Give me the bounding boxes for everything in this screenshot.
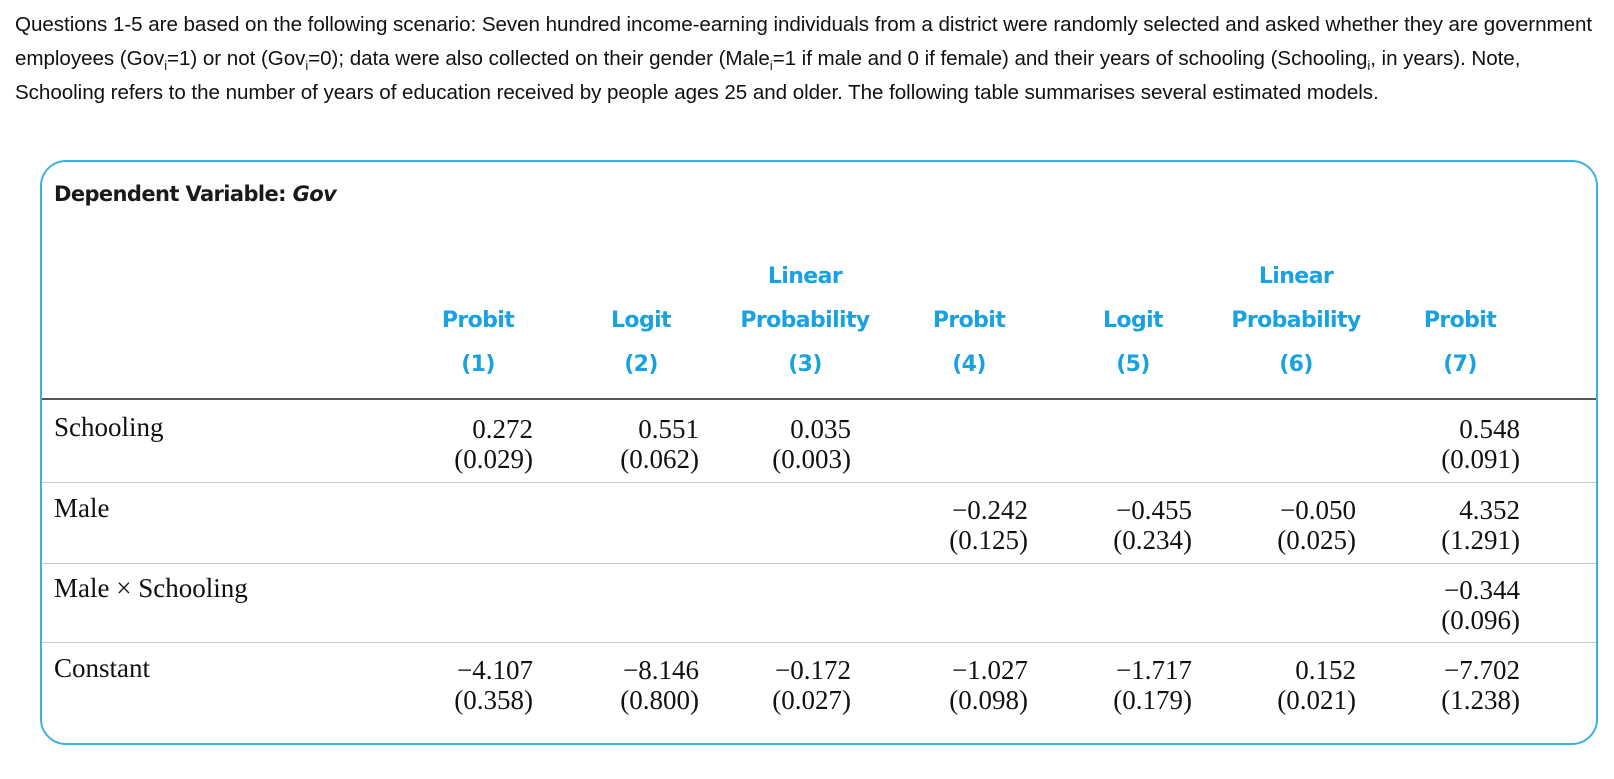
standard-error: (0.027) xyxy=(772,685,851,715)
cell-male-4 xyxy=(898,495,1028,555)
column-header-2 xyxy=(551,255,731,387)
column-6-line1: Linear xyxy=(1258,264,1334,289)
column-6-number: (6) xyxy=(1279,352,1313,377)
subscript-i: i xyxy=(769,58,773,74)
column-1-number: (1) xyxy=(461,352,495,377)
row-label-male: Male xyxy=(54,493,110,523)
column-2-number: (2) xyxy=(624,352,658,377)
column-header-6 xyxy=(1206,255,1386,387)
subscript-i: i xyxy=(1367,58,1371,74)
coefficient: −7.702 xyxy=(1444,655,1520,685)
row-label-schooling: Schooling xyxy=(54,412,164,442)
column-2-line1 xyxy=(551,255,731,299)
dependent-variable-label: Dependent Variable: xyxy=(54,182,293,206)
coefficient: 0.548 xyxy=(1459,414,1520,444)
standard-error: (0.179) xyxy=(1113,685,1192,715)
standard-error: (1.291) xyxy=(1441,525,1520,555)
standard-error: (0.098) xyxy=(949,685,1028,715)
subscript-i: i xyxy=(305,58,309,74)
cell-constant-2 xyxy=(569,655,699,715)
coefficient: 4.352 xyxy=(1459,495,1520,525)
standard-error: (0.358) xyxy=(454,685,533,715)
cell-constant-5 xyxy=(1062,655,1192,715)
coefficient: −1.717 xyxy=(1116,655,1192,685)
cell-constant-3 xyxy=(721,655,851,715)
column-7-method: Probit xyxy=(1423,308,1497,333)
coefficient: −0.172 xyxy=(775,655,851,685)
dependent-variable-name: Gov xyxy=(292,182,337,206)
column-2-method: Logit xyxy=(611,308,671,333)
standard-error: (0.091) xyxy=(1441,444,1520,474)
column-header-1 xyxy=(388,255,568,387)
column-4-line1 xyxy=(879,255,1059,299)
column-5-line1 xyxy=(1043,255,1223,299)
coefficient: −0.455 xyxy=(1116,495,1192,525)
standard-error: (0.234) xyxy=(1113,525,1192,555)
intro-part-1: Questions 1-5 are based on the following scenario: Seven hundred income-earning individuals from a district were randomly selected and asked whether they are government employees (Gov xyxy=(15,13,1593,70)
coefficient: 0.272 xyxy=(472,414,533,444)
standard-error: (0.021) xyxy=(1277,685,1356,715)
coefficient: −4.107 xyxy=(457,655,533,685)
column-4-method: Probit xyxy=(932,308,1006,333)
coefficient: −0.344 xyxy=(1444,575,1520,605)
column-header-4 xyxy=(879,255,1059,387)
cell-schooling-7 xyxy=(1390,414,1520,474)
subscript-i: i xyxy=(164,58,168,74)
coefficient: −8.146 xyxy=(623,655,699,685)
row-label-male-x-schooling: Male × Schooling xyxy=(54,573,248,603)
column-6-method: Probability xyxy=(1231,308,1361,333)
column-header-3 xyxy=(715,255,895,387)
standard-error: (0.125) xyxy=(949,525,1028,555)
cell-constant-6 xyxy=(1226,655,1356,715)
column-1-method: Probit xyxy=(441,308,515,333)
intro-part-5: , in years). Note, Schooling refers to the number of years of education received by people ages 25 and older. The following table summarises several estimated models. xyxy=(15,47,1521,104)
header-rule xyxy=(42,398,1596,400)
column-3-method: Probability xyxy=(740,308,870,333)
standard-error: (0.096) xyxy=(1441,605,1520,635)
cell-schooling-2 xyxy=(569,414,699,474)
row-label-constant: Constant xyxy=(54,653,151,683)
column-5-method: Logit xyxy=(1103,308,1163,333)
intro-part-4: =1 if male and 0 if female) and their years of schooling (Schooling xyxy=(772,47,1368,70)
cell-constant-1 xyxy=(403,655,533,715)
standard-error: (0.029) xyxy=(454,444,533,474)
coefficient: −0.050 xyxy=(1280,495,1356,525)
intro-part-2: =1) or not (Gov xyxy=(167,47,306,70)
standard-error: (0.800) xyxy=(620,685,699,715)
coefficient: 0.152 xyxy=(1295,655,1356,685)
column-7-number: (7) xyxy=(1443,352,1477,377)
coefficient: 0.551 xyxy=(638,414,699,444)
standard-error: (0.025) xyxy=(1277,525,1356,555)
cell-male-x-schooling-7 xyxy=(1390,575,1520,635)
column-4-number: (4) xyxy=(952,352,986,377)
column-header-5 xyxy=(1043,255,1223,387)
column-5-number: (5) xyxy=(1116,352,1150,377)
standard-error: (0.062) xyxy=(620,444,699,474)
intro-part-3: =0); data were also collected on their gender (Male xyxy=(308,47,770,70)
column-header-7 xyxy=(1370,255,1550,387)
standard-error: (0.003) xyxy=(772,444,851,474)
cell-constant-7 xyxy=(1390,655,1520,715)
row-divider xyxy=(42,563,1596,564)
cell-male-7 xyxy=(1390,495,1520,555)
scenario-text xyxy=(15,8,1605,110)
standard-error: (1.238) xyxy=(1441,685,1520,715)
row-divider xyxy=(42,482,1596,483)
row-divider xyxy=(42,642,1596,643)
cell-schooling-1 xyxy=(403,414,533,474)
cell-male-5 xyxy=(1062,495,1192,555)
column-1-line1 xyxy=(388,255,568,299)
cell-male-6 xyxy=(1226,495,1356,555)
cell-schooling-3 xyxy=(721,414,851,474)
coefficient: −1.027 xyxy=(952,655,1028,685)
column-7-line1 xyxy=(1370,255,1550,299)
coefficient: −0.242 xyxy=(952,495,1028,525)
coefficient: 0.035 xyxy=(790,414,851,444)
column-3-line1: Linear xyxy=(767,264,843,289)
cell-constant-4 xyxy=(898,655,1028,715)
dependent-variable-heading xyxy=(54,182,336,206)
column-3-number: (3) xyxy=(788,352,822,377)
